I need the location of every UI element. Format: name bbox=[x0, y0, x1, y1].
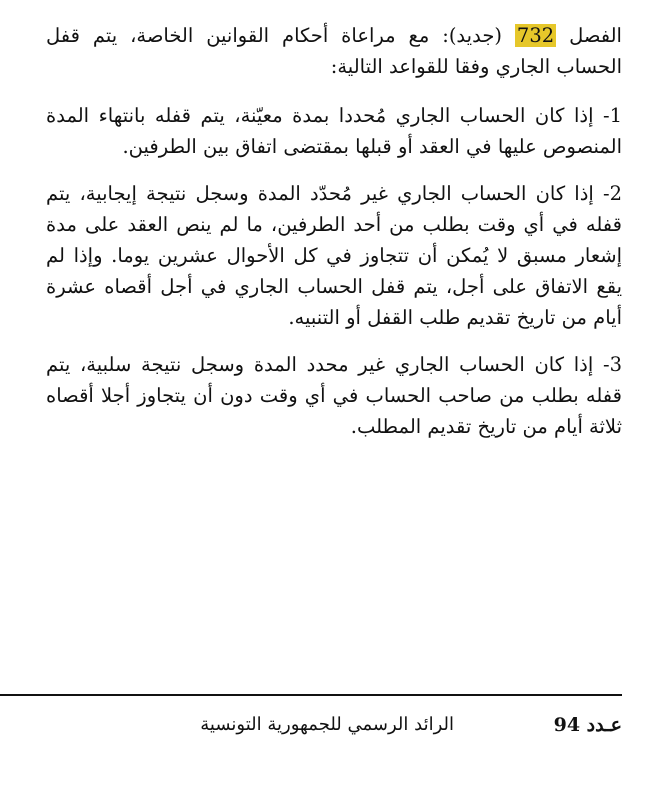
article-intro bbox=[46, 20, 622, 82]
rule-item-1: 1- إذا كان الحساب الجاري مُحددا بمدة معيّنة، يتم قفله بانتهاء المدة المنصوص عليها في العقد أو قبلها بمقتضى اتفاق بين الطرفين. bbox=[46, 104, 622, 158]
article-number-highlight: 732 bbox=[516, 24, 555, 47]
journal-title: الرائد الرسمي للجمهورية التونسية bbox=[200, 714, 454, 735]
article-body bbox=[46, 14, 622, 442]
article-intro-text: (جديد): مع مراعاة أحكام القوانين الخاصة، يتم قفل الحساب الجاري وفقا للقواعد التالية: bbox=[46, 24, 622, 78]
article-label: الفصل bbox=[556, 24, 622, 47]
rule-item-2: 2- إذا كان الحساب الجاري غير مُحدّد المدة وسجل نتيجة إيجابية، يتم قفله في أي وقت بطلب من أحد الطرفين، ما لم ينص العقد على مدة إشعار مسبق لا يُمكن أن تتجاوز في كل الأحوال عشرين يوما. وإذا لم يقع الاتفاق على أجل، يتم قفل الحساب الجاري في أجل أقصاه عشرة أيام من تاريخ تقديم طلب القفل أو التنبيه. bbox=[46, 182, 622, 329]
issue-number: عـدد 94 bbox=[553, 714, 622, 736]
footer-divider bbox=[0, 694, 622, 696]
rule-item-3: 3- إذا كان الحساب الجاري غير محدد المدة وسجل نتيجة سلبية، يتم قفله بطلب من صاحب الحساب في أي وقت دون أن يتجاوز أجلا أقصاه ثلاثة أيام من تاريخ تقديم المطلب. bbox=[46, 353, 622, 438]
page-footer bbox=[0, 708, 622, 742]
